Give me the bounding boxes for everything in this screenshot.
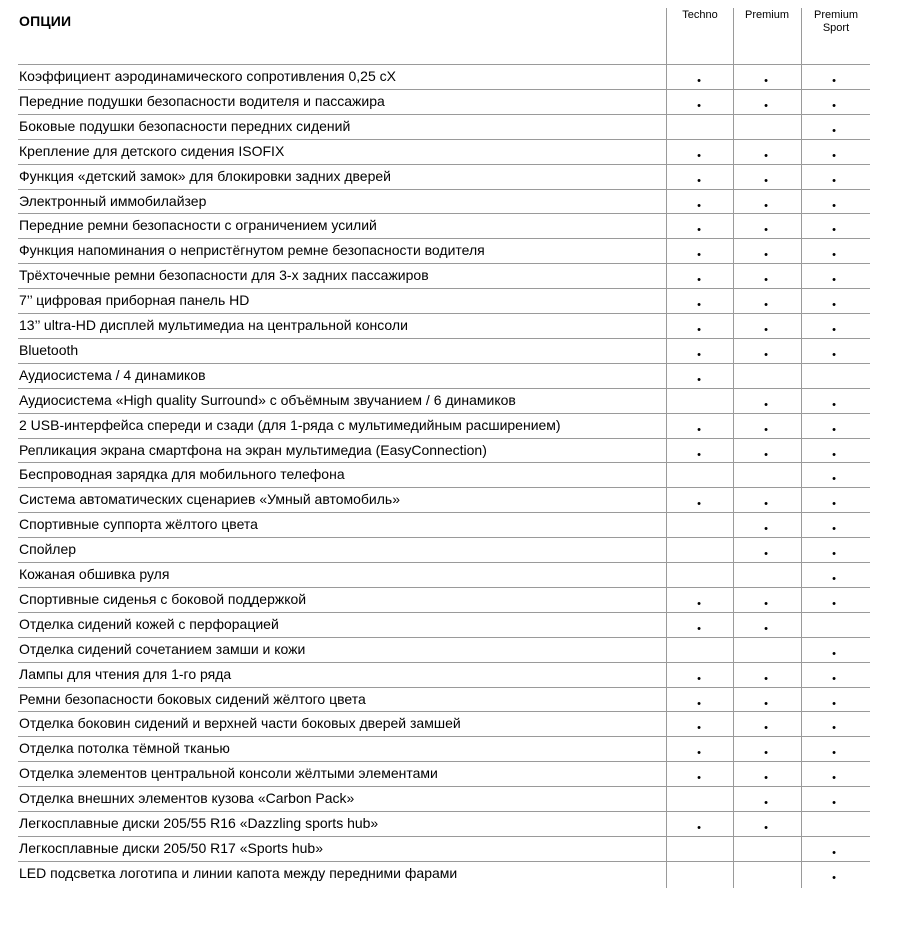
bullet-mark: • (697, 498, 701, 510)
table-row (18, 114, 870, 139)
option-label: Легкосплавные диски 205/55 R16 «Dazzling sports hub» (19, 815, 379, 831)
option-label: Отделка элементов центральной консоли жёлтыми элементами (19, 765, 438, 781)
option-label: Легкосплавные диски 205/50 R17 «Sports hub» (19, 840, 323, 856)
option-label: Передние ремни безопасности с ограничением усилий (19, 217, 377, 233)
option-label: Отделка сидений сочетанием замши и кожи (19, 641, 306, 657)
bullet-mark: • (764, 100, 768, 112)
bullet-mark: • (832, 75, 836, 87)
bullet-mark: • (764, 673, 768, 685)
column-header-premium (734, 9, 800, 22)
bullet-mark: • (764, 200, 768, 212)
table-row (18, 711, 870, 736)
bullet-mark: • (697, 449, 701, 461)
table-row (18, 637, 870, 662)
bullet-mark: • (764, 324, 768, 336)
bullet-mark: • (832, 324, 836, 336)
bullet-mark: • (832, 847, 836, 859)
table-row (18, 462, 870, 487)
bullet-mark: • (697, 374, 701, 386)
option-label: Аудиосистема «High quality Surround» с объёмным звучанием / 6 динамиков (19, 392, 516, 408)
bullet-mark: • (697, 722, 701, 734)
bullet-mark: • (764, 747, 768, 759)
bullet-mark: • (697, 324, 701, 336)
bullet-mark: • (832, 349, 836, 361)
table-row (18, 413, 870, 438)
bullet-mark: • (697, 822, 701, 834)
bullet-mark: • (764, 822, 768, 834)
bullet-mark: • (697, 249, 701, 261)
bullet-mark: • (832, 125, 836, 137)
option-label: Аудиосистема / 4 динамиков (19, 367, 206, 383)
option-label: Функция напоминания о непристёгнутом ремне безопасности водителя (19, 242, 485, 258)
bullet-mark: • (697, 274, 701, 286)
bullet-mark: • (764, 498, 768, 510)
bullet-mark: • (832, 249, 836, 261)
table-row (18, 263, 870, 288)
table-row (18, 238, 870, 263)
table-row (18, 612, 870, 637)
column-header-techno (667, 9, 733, 22)
bullet-mark: • (697, 623, 701, 635)
option-label: Трёхточечные ремни безопасности для 3-х задних пассажиров (19, 267, 429, 283)
bullet-mark: • (764, 299, 768, 311)
table-row (18, 811, 870, 836)
option-label: Отделка боковин сидений и верхней части боковых дверей замшей (19, 715, 461, 731)
table-row (18, 438, 870, 463)
bullet-mark: • (764, 424, 768, 436)
bullet-mark: • (832, 449, 836, 461)
option-label: Репликация экрана смартфона на экран мультимедиа (EasyConnection) (19, 442, 487, 458)
option-label: Крепление для детского сидения ISOFIX (19, 143, 285, 159)
bullet-mark: • (697, 200, 701, 212)
column-header-line1: Premium (744, 9, 789, 21)
bullet-mark: • (764, 175, 768, 187)
column-header-line1: Premium (813, 9, 858, 21)
table-row (18, 537, 870, 562)
bullet-mark: • (764, 274, 768, 286)
bullet-mark: • (764, 698, 768, 710)
bullet-mark: • (764, 75, 768, 87)
table-row (18, 388, 870, 413)
table-row (18, 164, 870, 189)
option-label: Спортивные суппорта жёлтого цвета (19, 516, 258, 532)
bullet-mark: • (832, 299, 836, 311)
table-title: ОПЦИИ (19, 13, 72, 29)
bullet-mark: • (832, 523, 836, 535)
table-row (18, 313, 870, 338)
table-row (18, 487, 870, 512)
option-label: 2 USB-интерфейса спереди и сзади (для 1-ряда с мультимедийным расширением) (19, 417, 561, 433)
bullet-mark: • (764, 623, 768, 635)
bullet-mark: • (832, 648, 836, 660)
bullet-mark: • (697, 747, 701, 759)
bullet-mark: • (697, 698, 701, 710)
option-label: Отделка внешних элементов кузова «Carbon Pack» (19, 790, 355, 806)
column-header-premium-sport (802, 9, 870, 35)
option-label: Лампы для чтения для 1-го ряда (19, 666, 232, 682)
bullet-mark: • (832, 598, 836, 610)
bullet-mark: • (764, 598, 768, 610)
option-label: Кожаная обшивка руля (19, 566, 170, 582)
bullet-mark: • (697, 598, 701, 610)
bullet-mark: • (832, 224, 836, 236)
bullet-mark: • (697, 772, 701, 784)
option-label: Коэффициент аэродинамического сопротивления 0,25 cX (19, 68, 396, 84)
bullet-mark: • (832, 772, 836, 784)
bullet-mark: • (697, 100, 701, 112)
bullet-mark: • (697, 75, 701, 87)
option-label: Спортивные сиденья с боковой поддержкой (19, 591, 307, 607)
table-row (18, 687, 870, 712)
bullet-mark: • (832, 498, 836, 510)
bullet-mark: • (832, 175, 836, 187)
option-label: Спойлер (19, 541, 77, 557)
bullet-mark: • (764, 797, 768, 809)
bullet-mark: • (764, 772, 768, 784)
column-header-line1: Techno (682, 9, 718, 21)
bullet-mark: • (832, 473, 836, 485)
bullet-mark: • (832, 150, 836, 162)
bullet-mark: • (697, 224, 701, 236)
option-label: Боковые подушки безопасности передних сидений (19, 118, 351, 134)
bullet-mark: • (832, 797, 836, 809)
option-label: Bluetooth (19, 342, 79, 358)
bullet-mark: • (764, 224, 768, 236)
bullet-mark: • (697, 175, 701, 187)
option-label: Беспроводная зарядка для мобильного телефона (19, 466, 345, 482)
option-label: LED подсветка логотипа и линии капота между передними фарами (19, 865, 458, 881)
table-row (18, 363, 870, 388)
option-label: 7’’ цифровая приборная панель HD (19, 292, 250, 308)
table-row (18, 861, 870, 886)
bullet-mark: • (697, 299, 701, 311)
bullet-mark: • (832, 573, 836, 585)
table-row (18, 189, 870, 214)
table-row (18, 89, 870, 114)
bullet-mark: • (832, 872, 836, 884)
option-label: Отделка потолка тёмной тканью (19, 740, 230, 756)
bullet-mark: • (764, 249, 768, 261)
bullet-mark: • (832, 698, 836, 710)
bullet-mark: • (764, 722, 768, 734)
bullet-mark: • (764, 349, 768, 361)
bullet-mark: • (764, 523, 768, 535)
bullet-mark: • (764, 150, 768, 162)
table-row (18, 288, 870, 313)
table-row (18, 736, 870, 761)
table-row (18, 64, 870, 89)
bullet-mark: • (832, 100, 836, 112)
bullet-mark: • (697, 150, 701, 162)
table-row (18, 562, 870, 587)
option-label: Ремни безопасности боковых сидений жёлтого цвета (19, 691, 366, 707)
option-label: Электронный иммобилайзер (19, 193, 207, 209)
column-header-line2: Sport (822, 22, 850, 34)
bullet-mark: • (832, 722, 836, 734)
table-row (18, 587, 870, 612)
option-label: Отделка сидений кожей с перфорацией (19, 616, 279, 632)
bullet-mark: • (764, 548, 768, 560)
table-row (18, 836, 870, 861)
table-row (18, 512, 870, 537)
table-row (18, 213, 870, 238)
bullet-mark: • (832, 274, 836, 286)
bullet-mark: • (832, 399, 836, 411)
table-row (18, 139, 870, 164)
bullet-mark: • (832, 424, 836, 436)
bullet-mark: • (697, 673, 701, 685)
bullet-mark: • (832, 200, 836, 212)
bullet-mark: • (697, 424, 701, 436)
table-row (18, 761, 870, 786)
option-label: Передние подушки безопасности водителя и пассажира (19, 93, 385, 109)
bullet-mark: • (832, 548, 836, 560)
option-label: Система автоматических сценариев «Умный автомобиль» (19, 491, 401, 507)
option-label: Функция «детский замок» для блокировки задних дверей (19, 168, 391, 184)
table-row (18, 338, 870, 363)
bullet-mark: • (764, 449, 768, 461)
table-row (18, 662, 870, 687)
bullet-mark: • (764, 399, 768, 411)
option-label: 13’’ ultra-HD дисплей мультимедиа на центральной консоли (19, 317, 408, 333)
bullet-mark: • (832, 747, 836, 759)
table-row (18, 786, 870, 811)
bullet-mark: • (832, 673, 836, 685)
bullet-mark: • (697, 349, 701, 361)
